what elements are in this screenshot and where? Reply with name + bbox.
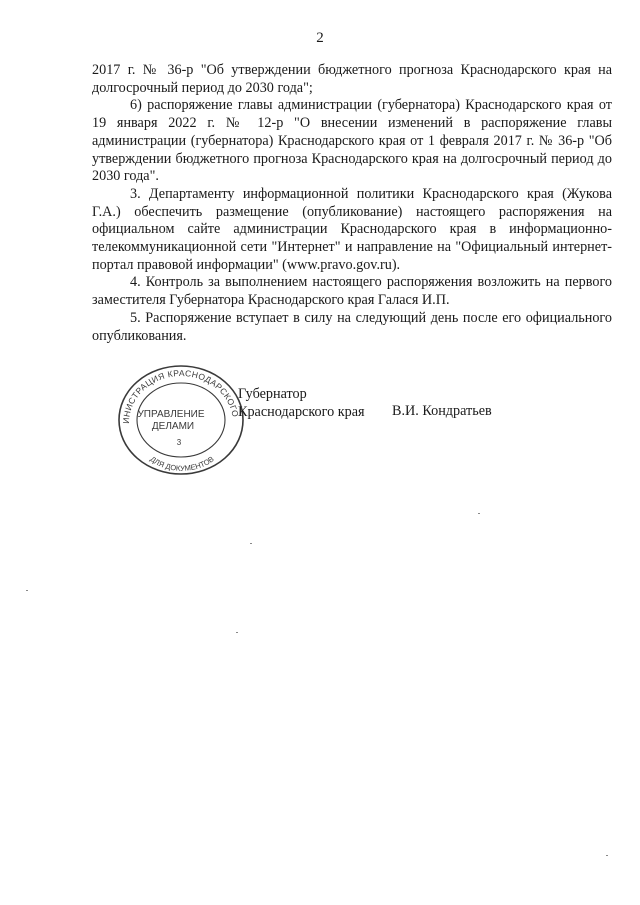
signatory-title-line2: Краснодарского края <box>238 403 365 420</box>
stamp-outer-text: ИНИСТРАЦИЯ КРАСНОДАРСКОГО <box>120 367 241 425</box>
paragraph-4: 4. Контроль за выполнением настоящего распоряжения возложить на первого заместителя Губернатора Краснодарского края Галася И.П. <box>92 274 612 309</box>
scan-speck <box>478 513 480 514</box>
signatory-name: В.И. Кондратьев <box>392 403 492 419</box>
paragraph-3: 3. Департаменту информационной политики Краснодарского края (Жукова Г.А.) обеспечить размещение (опубликование) настоящего распоряжения на официальном сайте администрации Краснодарского края в информационно-телекоммуникационной сети "Интернет" и направление на "Официальный интернет-портал правовой информации" (www.pravo.gov.ru). <box>92 185 612 273</box>
scan-speck <box>250 543 252 544</box>
scan-speck <box>236 632 238 633</box>
signatory-title-line1: Губернатор <box>238 386 307 402</box>
paragraph-item-6: 6) распоряжение главы администрации (губернатора) Краснодарского края от 19 января 2022 г. № 12-р "О внесении изменений в распоряжение главы администрации (губернатора) Краснодарского края от 1 февраля 2017 г. № 36-р "Об утверждении бюджетного прогноза Краснодарского края на долгосрочный период до 2030 года". <box>92 97 612 185</box>
paragraph-5: 5. Распоряжение вступает в силу на следующий день после его официального опубликования. <box>92 309 612 344</box>
stamp-center-line2: ДЕЛАМИ <box>151 421 195 432</box>
stamp-bottom-text: ДЛЯ ДОКУМЕНТОВ <box>148 454 216 473</box>
stamp-number: 3 <box>176 438 182 447</box>
page-number: 2 <box>316 30 324 46</box>
signature-block <box>92 386 612 486</box>
scan-speck <box>606 855 608 856</box>
paragraph-continuation: 2017 г. № 36-р "Об утверждении бюджетного прогноза Краснодарского края на долгосрочный период до 2030 года"; <box>92 62 612 96</box>
stamp-center-line1: УПРАВЛЕНИЕ <box>137 409 205 420</box>
scan-speck <box>26 590 28 591</box>
document-body <box>92 62 612 345</box>
